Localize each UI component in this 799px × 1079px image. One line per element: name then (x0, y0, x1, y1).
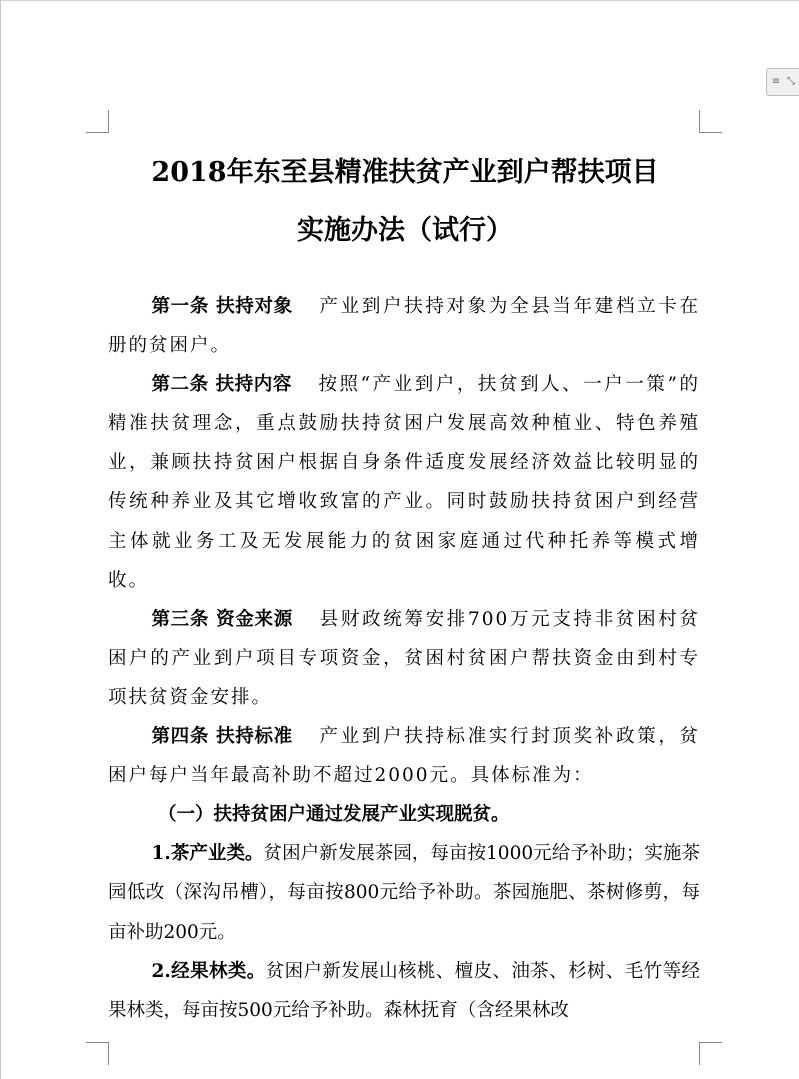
article-text: 产业到户扶持标准实行封顶奖补政策，贫困户每户当年最高补助不超过2000元。具体标准为： (108, 726, 700, 787)
item-heading: 1.茶产业类。 (151, 843, 264, 865)
article-text: 县财政统筹安排700万元支持非贫困村贫困户的产业到户项目专项资金，贫困村贫困户帮扶资金由到村专项扶贫资金安排。 (108, 608, 700, 708)
article-heading: 第三条 资金来源 (151, 608, 293, 630)
article-heading: 第四条 扶持标准 (151, 726, 293, 748)
article-4 (108, 717, 700, 795)
expand-icon[interactable]: ⤡ (787, 76, 795, 87)
page-left-edge (0, 0, 1, 1079)
article-2 (108, 365, 700, 600)
article-heading: 第二条 扶持内容 (151, 374, 292, 396)
section-heading: （一）扶持贫困户通过发展产业实现脱贫。 (158, 804, 510, 826)
item-text: 贫困户新发展茶园，每亩按1000元给予补助；实施茶园低改（深沟吊槽），每亩按800元给予补助。茶园施肥、茶树修剪，每亩补助200元。 (108, 843, 700, 943)
side-panel-toggle[interactable] (766, 68, 799, 96)
article-3 (108, 600, 700, 717)
article-text: 按照“产业到户，扶贫到人、一户一策”的精准扶贫理念，重点鼓励扶持贫困户发展高效种植业、特色养殖业，兼顾扶持贫困户根据自身条件适度发展经济效益比较明显的传统种养业及其它增收致富的产业。同时鼓励扶持贫困户到经营主体就业务工及无发展能力的贫困家庭通过代种托养等模式增收。 (108, 374, 700, 591)
crop-mark-top-left (86, 110, 109, 133)
menu-icon[interactable]: ≡ (771, 76, 781, 87)
document-body (108, 287, 700, 1030)
item-heading: 2.经果林类。 (151, 960, 266, 982)
item-text: 贫困户新发展山核桃、檀皮、油茶、杉树、毛竹等经果林类，每亩按500元给予补助。森林抚育（含经果林改 (108, 960, 700, 1021)
crop-mark-top-right (699, 110, 722, 133)
item-1 (108, 834, 700, 951)
document-title-line1: 2018年东至县精准扶贫产业到户帮扶项目 (151, 157, 659, 188)
article-text: 产业到户扶持对象为全县当年建档立卡在册的贫困户。 (108, 296, 700, 357)
crop-mark-bottom-right (699, 1042, 722, 1065)
article-1 (108, 287, 700, 365)
crop-mark-bottom-left (86, 1042, 109, 1065)
article-heading: 第一条 扶持对象 (151, 296, 293, 317)
page-top-edge (0, 0, 799, 1)
item-2 (108, 952, 700, 1030)
document-title-line2: 实施办法（试行） (297, 215, 513, 246)
